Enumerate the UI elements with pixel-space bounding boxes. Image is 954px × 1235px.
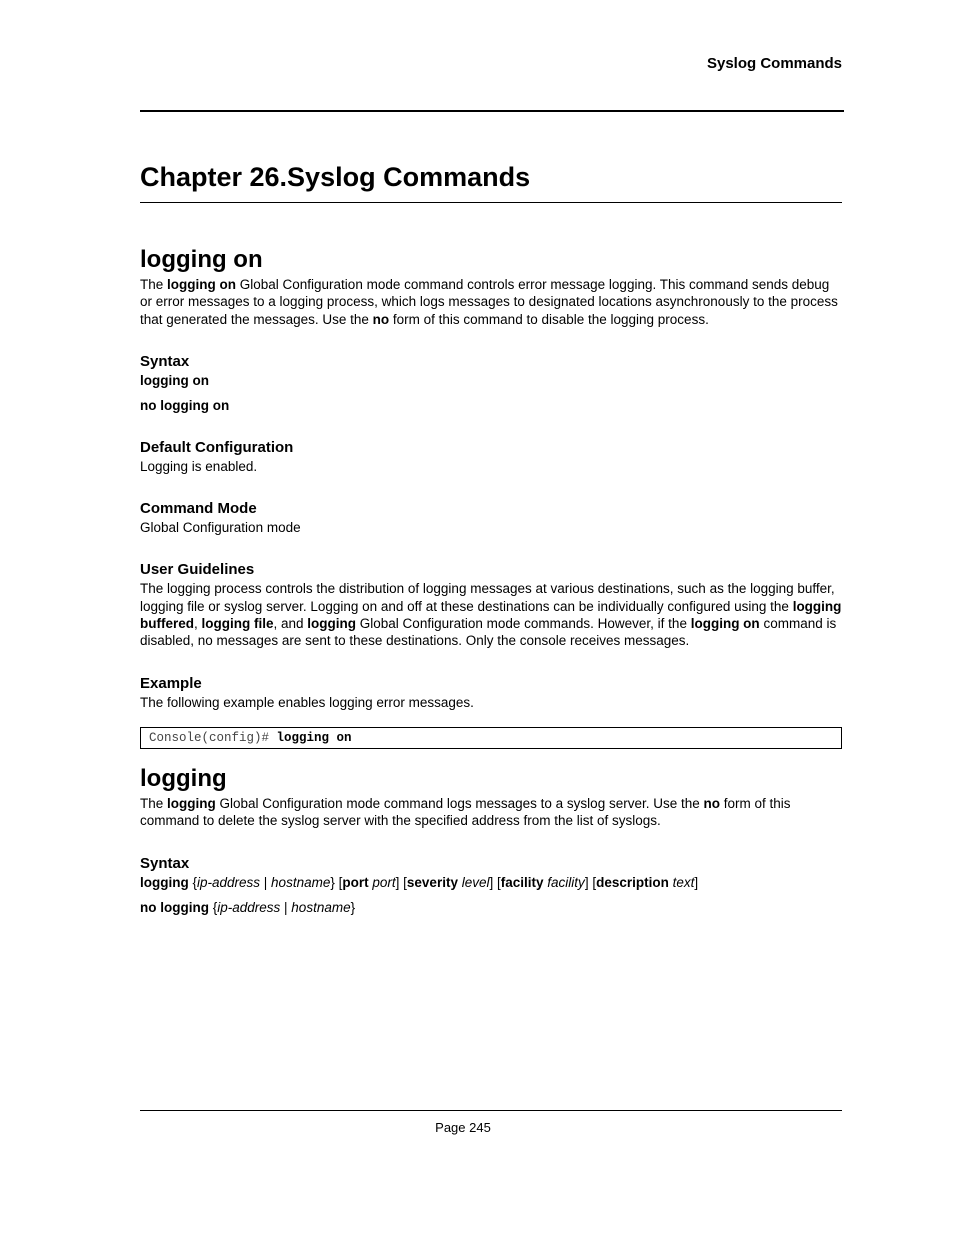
- code-example-box: [140, 727, 842, 749]
- example-text: The following example enables logging error messages.: [140, 694, 474, 710]
- section-title-logging-on: logging on: [140, 246, 263, 273]
- command-mode-heading: Command Mode: [140, 500, 257, 518]
- user-guidelines-heading: User Guidelines: [140, 561, 255, 579]
- chapter-rule: [140, 202, 842, 203]
- running-header: Syslog Commands: [706, 55, 842, 72]
- syntax-heading: Syntax: [140, 854, 190, 872]
- user-guidelines-text: The logging process controls the distribution of logging messages at various destinations, such as the logging buffer, logging file or syslog server. Logging on and off at these destinations can be individually configured using the logging buffered, logging file, and logging Global Configuration mode commands. However, if the logging on command is disabled, no messages are sent to these destinations. Only the console receives messages.: [140, 581, 842, 649]
- chapter-title: Chapter 26.Syslog Commands: [140, 162, 531, 192]
- syntax-line: logging on: [140, 372, 209, 388]
- syntax-line: no logging {ip-address | hostname}: [140, 899, 356, 915]
- page-content: [140, 244, 842, 916]
- syntax-line: no logging on: [140, 397, 230, 413]
- header-rule: [140, 110, 844, 112]
- syntax-line: logging {ip-address | hostname} [port port] [severity level] [facility facility] [description text]: [140, 874, 699, 890]
- syntax-heading: Syntax: [140, 352, 190, 370]
- page-number: Page 245: [435, 1120, 491, 1135]
- code-command: logging on: [276, 730, 352, 745]
- default-configuration-heading: Default Configuration: [140, 438, 294, 456]
- section-intro-logging: The logging Global Configuration mode command logs messages to a syslog server. Use the no form of this command to delete the syslog server with the specified address from the list of syslogs.: [140, 795, 791, 829]
- footer-rule: [140, 1110, 842, 1111]
- default-configuration-text: Logging is enabled.: [140, 458, 258, 474]
- code-prompt: Console(config)#: [149, 730, 270, 745]
- section-intro-logging-on: The logging on Global Configuration mode command controls error message logging. This command sends debug or error messages to a logging process, which logs messages to designated locations asynchronously to the process that generated the messages. Use the no form of this command to disable the logging process.: [140, 277, 838, 327]
- example-heading: Example: [140, 674, 202, 692]
- section-title-logging: logging: [140, 764, 227, 792]
- command-mode-text: Global Configuration mode: [140, 520, 301, 536]
